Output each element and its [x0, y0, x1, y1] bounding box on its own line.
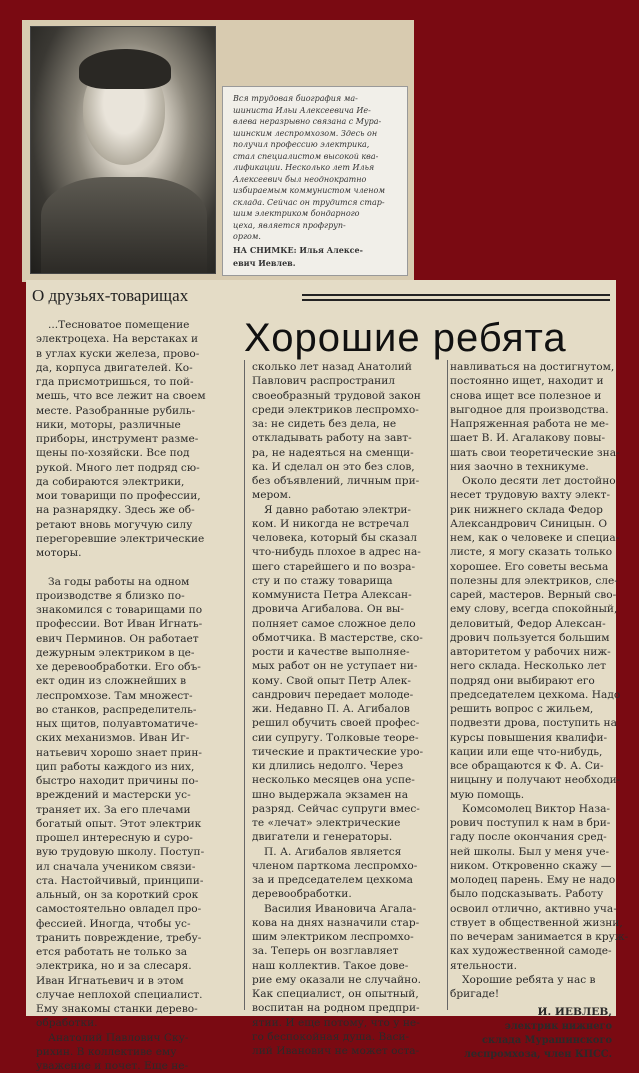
article-text-line: кому. Свой опыт Петр Алек-	[252, 674, 411, 687]
article-text-line: разряд. Сейчас супруги вмес-	[252, 802, 420, 815]
article-text-line: альный, он за короткий срок	[36, 889, 199, 901]
article-text-line: освоил отлично, активно уча-	[450, 902, 617, 915]
photo-label: НА СНИМКЕ: Илья Алексе-	[233, 244, 363, 255]
article-text-line: ил сначала учеником связи-	[36, 860, 196, 873]
column-divider	[447, 360, 448, 1010]
article-text-line: Комсомолец Виктор Наза-	[462, 802, 611, 815]
article-text-line: Анатолий Павлович Ску-	[48, 1031, 189, 1044]
article-text-line: за и председателем цехкома	[252, 874, 413, 886]
article-text-line: ках художественной самоде-	[450, 945, 612, 958]
article-text-line: хорошее. Его советы весьма	[450, 560, 609, 573]
article-text-line: ему слову, всегда спокойный,	[450, 603, 618, 616]
caption-line: Вся трудовая биография ма-	[233, 94, 358, 103]
article-text-line: вреждений и мастерски ус-	[36, 789, 191, 802]
author-role: склада Мурашинского	[482, 1034, 612, 1046]
article-text-line: что-нибудь плохое в адрес на-	[252, 546, 421, 559]
article-text-line: богатый опыт. Этот электрик	[36, 817, 202, 830]
article-text-line: электроцеха. На верстаках и	[36, 333, 199, 346]
article-text-line: хе деревообработки. Его объ-	[36, 661, 201, 673]
article-text-line: кации или еще что-нибудь,	[450, 745, 603, 758]
article-text-line: ских механизмов. Иван Иг-	[36, 732, 190, 745]
article-text-line: За годы работы на одном	[48, 575, 190, 588]
article-text-line: ния заочно в техникуме.	[450, 460, 589, 473]
article-text-line: полняет самое сложное дело	[252, 617, 416, 630]
article-text-line: леспромхозе. Там множест-	[36, 689, 193, 702]
article-text-line: курсы повышения квалифи-	[450, 731, 608, 744]
article-text-line: ятельности.	[450, 959, 517, 972]
article-text-line: быстро находит причины по-	[36, 775, 199, 787]
article-text-line: Иван Игнатьевич и в этом	[36, 974, 184, 987]
article-text-line: сии супругу. Толковые теоре-	[252, 731, 419, 744]
article-text-line: деловитый, Федор Алексан-	[450, 617, 606, 630]
article-text-line: листе, я могу сказать только	[450, 546, 613, 559]
article-text-line: да собираются электрики,	[36, 475, 185, 488]
article-text-line: ком. И никогда не встречал	[252, 517, 410, 530]
article-text-line: траняет их. За его плечами	[36, 803, 191, 816]
article-text-line: прошел интересную и суро-	[36, 832, 193, 844]
article-text-line: цип работы каждого из них,	[36, 760, 195, 773]
article-text-line: моторы.	[36, 547, 82, 559]
article-text-line: Я давно работаю электри-	[264, 503, 411, 516]
article-text-line: рие ему оказали не случайно.	[252, 973, 421, 986]
article-text-line: производстве я близко по-	[36, 589, 185, 602]
article-text-line: среди электриков леспромхо-	[252, 403, 419, 416]
article-text-line: ретают вновь могучую силу	[36, 518, 193, 531]
article-text-line: да, корпуса двигателей. Ко-	[36, 361, 193, 374]
article-text-line: ка. И сделал он это без слов,	[252, 460, 415, 473]
portrait-photo	[30, 26, 216, 274]
article-text-line: рик нижнего склада Федор	[450, 503, 603, 516]
article-text-line: знакомился с товарищами по	[36, 604, 203, 616]
article-text-line: ятии. И еще потому, что у не-	[252, 1016, 420, 1029]
article-text-line: фессией. Иногда, чтобы ус-	[36, 917, 191, 930]
article-text-line: ста. Настойчивый, принципи-	[36, 874, 204, 887]
article-text-line: ект один из сложнейших в	[36, 675, 187, 688]
author-role: леспромхоза, член КПСС.	[463, 1049, 612, 1060]
article-text-line: случае неплохой специалист.	[36, 988, 203, 1001]
article-text-line: го беспокойная душа. Васи-	[252, 1030, 410, 1043]
article-text-line: сту и по стажу товарища	[252, 574, 393, 587]
article-text-line: рихин. В коллективе ему	[36, 1045, 177, 1058]
article-text-line: рости и качестве выполняе-	[252, 646, 410, 658]
article-column-2	[252, 360, 444, 1057]
article-headline: Хорошие ребята	[244, 316, 567, 360]
article-text-line: дрович пользуется большим	[450, 631, 610, 644]
article-text-line: обмотчика. В мастерстве, ско-	[252, 631, 423, 644]
article-text-line: шает В. И. Агалакову повы-	[450, 432, 606, 445]
article-text-line: уважение и почет. Еще не-	[36, 1060, 189, 1072]
article-text-line: сандрович передает молоде-	[252, 688, 414, 701]
caption-line: влева неразрывно связана с Мура-	[233, 117, 382, 126]
article-text-line: на разнарядку. Здесь же об-	[36, 504, 195, 517]
article-text-line: электрика, но и за слесаря.	[36, 960, 192, 973]
article-text-line: тические и практические уро-	[252, 745, 424, 758]
article-text-line: было подсказывать. Работу	[450, 888, 604, 901]
article-text-line: ется работать не только за	[36, 946, 188, 958]
article-text-line: Как специалист, он опытный,	[252, 988, 419, 1000]
article-text-line: Хорошие ребята у нас в	[462, 973, 596, 986]
article-text-line: шего старейшего и по возра-	[252, 560, 416, 573]
article-text-line: гаду после окончания сред-	[450, 831, 607, 844]
caption-line: цеха, является профгруп-	[233, 220, 346, 230]
article-column-1	[36, 318, 232, 1072]
article-text-line: откладывать работу на завт-	[252, 432, 412, 445]
article-text-line: щены по-хозяйски. Все под	[36, 447, 190, 460]
article-text-line: мером.	[252, 489, 292, 502]
portrait-hair	[79, 49, 171, 89]
article-text-line: бригаде!	[450, 988, 500, 1000]
article-text-line: рович поступил к нам в бри-	[450, 817, 611, 829]
caption-line: шиниста Ильи Алексеевича Ие-	[233, 105, 371, 115]
article-text-line: натьевич хорошо знает прин-	[36, 746, 202, 759]
article-text-line: Напряженная работа не ме-	[450, 418, 609, 430]
article-text-line: жи. Недавно П. А. Агибалов	[252, 703, 410, 715]
article-text-line: месте. Разобранные рубиль-	[36, 404, 196, 417]
article-text-line: мых работ он не уступает ни-	[252, 660, 418, 673]
article-text-line: вую трудовую школу. Поступ-	[36, 846, 205, 859]
article-text-line: навливаться на достигнутом,	[450, 361, 615, 373]
caption-line: склада. Сейчас он трудится стар-	[233, 197, 385, 207]
article-text-line: дровича Агибалова. Он вы-	[252, 603, 404, 616]
article-text-line: ра, не надеяться на сменщи-	[252, 446, 414, 459]
article-text-line: дежурным электриком в це-	[36, 646, 195, 659]
article-text-line: рукой. Много лет подряд сю-	[36, 461, 200, 474]
caption-line: шим электриком бондарного	[233, 209, 360, 218]
article-text-line: транить повреждение, требу-	[36, 931, 202, 944]
article-text-line: приборы, инструмент разме-	[36, 433, 199, 445]
article-text-line: в углах куски железа, прово-	[36, 347, 200, 360]
caption-line: лификации. Несколько лет Илья	[233, 163, 375, 172]
article-text-line: без объявлений, личным при-	[252, 475, 420, 487]
header-rule	[302, 299, 610, 301]
column-divider	[244, 360, 245, 1010]
article-text-line: полезны для электриков, сле-	[450, 574, 618, 587]
article-text-line: сколько лет назад Анатолий	[252, 361, 412, 373]
article-text-line: ствует в общественной жизни,	[450, 916, 623, 929]
article-text-line: сарей, мастеров. Верный сво-	[450, 589, 617, 601]
article-text-line: нем, как о человеке и специа-	[450, 532, 620, 544]
photo-caption	[222, 86, 408, 276]
article-text-line: кова на днях назначили стар-	[252, 916, 420, 929]
caption-line: оргом.	[233, 232, 261, 241]
article-text-line: наш коллектив. Такое дове-	[252, 959, 409, 972]
article-text-line: обработки.	[36, 1017, 98, 1030]
article-text-line: своеобразный трудовой закон	[252, 389, 421, 402]
caption-line: избираемым коммунистом членом	[233, 186, 386, 195]
article-text-line: ницыну и получают необходи-	[450, 774, 621, 787]
article-text-line: все обращаются к Ф. А. Си-	[450, 760, 604, 772]
article-text-line: евич Перминов. Он работает	[36, 632, 199, 645]
article-text-line: самостоятельно овладел про-	[36, 903, 202, 916]
article-text-line: ней школы. Был у меня уче-	[450, 845, 610, 858]
article-text-line: мои товарищи по профессии,	[36, 490, 201, 502]
article-text-line: него склада. Несколько лет	[450, 660, 606, 673]
article-text-line: шим электриком леспромхо-	[252, 931, 414, 943]
author-role: электрик нижнего	[504, 1020, 612, 1032]
article-text-line: двигатели и генераторы.	[252, 831, 393, 844]
caption-line: шинским леспромхозом. Здесь он	[233, 128, 378, 138]
article-text-line: постоянно ищет, находит и	[450, 375, 604, 388]
article-text-line: решить вопрос с жильем,	[450, 703, 594, 715]
article-text-line: подряд они выбирают его	[450, 674, 595, 687]
article-text-line: мешь, что все лежит на своем	[36, 390, 206, 403]
article-text-line: Александрович Синицын. О	[450, 517, 608, 530]
article-kicker: О друзьях-товарищах	[32, 286, 189, 305]
article-text-line: Ему знакомы станки дерево-	[36, 1003, 198, 1015]
header-rule	[302, 294, 610, 296]
portrait-shirt	[41, 177, 207, 273]
article-text-line	[36, 560, 232, 574]
article-text-line: деревообработки.	[252, 888, 352, 901]
article-text-line: Около десяти лет достойно	[462, 475, 616, 487]
article-text-line: ки длились недолго. Через	[252, 760, 404, 772]
photo-label: евич Иевлев.	[233, 258, 296, 268]
article-text-line: человека, который бы сказал	[252, 532, 418, 544]
article-column-3	[450, 360, 629, 1060]
article-text-line: лий Иванович не может оста-	[252, 1045, 420, 1057]
article-clipping	[26, 280, 629, 1072]
article-text-line: молодец парень. Ему не надо	[450, 874, 616, 886]
article-text-line: воспитан на родном предпри-	[252, 1002, 420, 1015]
article-text-line: Василия Ивановича Агала-	[264, 902, 417, 915]
article-text-line: за. Теперь он возглавляет	[252, 945, 399, 958]
article-text-line: П. А. Агибалов является	[264, 845, 402, 858]
article-text-line: председателем цехкома. Надо	[450, 688, 621, 701]
article-text-line: во станков, распределитель-	[36, 703, 197, 716]
article-text-line: коммуниста Петра Алексан-	[252, 589, 412, 601]
caption-line: Алексеевич был неоднократно	[233, 174, 367, 184]
article-text-line: авторитетом у рабочих ниж-	[450, 646, 611, 658]
article-text-line: гда присмотришься, то пой-	[36, 376, 194, 388]
article-text-line: мую помощь.	[450, 788, 525, 801]
article-text-line: снова ищет все полезное и	[450, 389, 602, 402]
article-text-line: подвезти дрова, поступить на	[450, 717, 617, 730]
article-text-line: шать свои теоретические зна-	[450, 446, 620, 459]
article-text-line: ником. Откровенно скажу —	[450, 859, 612, 872]
article-text-line: за: не сидеть без дела, не	[252, 418, 397, 430]
article-text-line: несколько месяцев она успе-	[252, 774, 415, 787]
caption-line: получил профессию электрика,	[233, 140, 370, 149]
caption-line: стал специалистом высокой ква-	[233, 151, 379, 161]
article-text-line: шно выдержала экзамен на	[252, 788, 409, 801]
article-text-line: те «лечат» электрические	[252, 817, 401, 829]
article-text-line: ...Тесноватое помещение	[48, 319, 190, 331]
author-name: И. ИЕВЛЕВ,	[537, 1006, 612, 1019]
article-text-line: профессии. Вот Иван Игнать-	[36, 618, 203, 631]
article-text-line: членом парткома леспромхо-	[252, 859, 418, 872]
article-text-line: ники, моторы, различные	[36, 418, 181, 431]
article-text-line: перегоревшие электрические	[36, 532, 205, 545]
article-text-line: по вечерам занимается в круж-	[450, 931, 629, 943]
article-text-line: решил обучить своей профес-	[252, 717, 420, 730]
top-clipping	[22, 20, 414, 282]
article-text-line: Павлович распространил	[252, 375, 396, 388]
article-text-line: ных щитов, полуавтоматиче-	[36, 718, 198, 730]
article-text-line: несет трудовую вахту элект-	[450, 489, 611, 502]
article-text-line: выгодное для производства.	[450, 403, 609, 416]
